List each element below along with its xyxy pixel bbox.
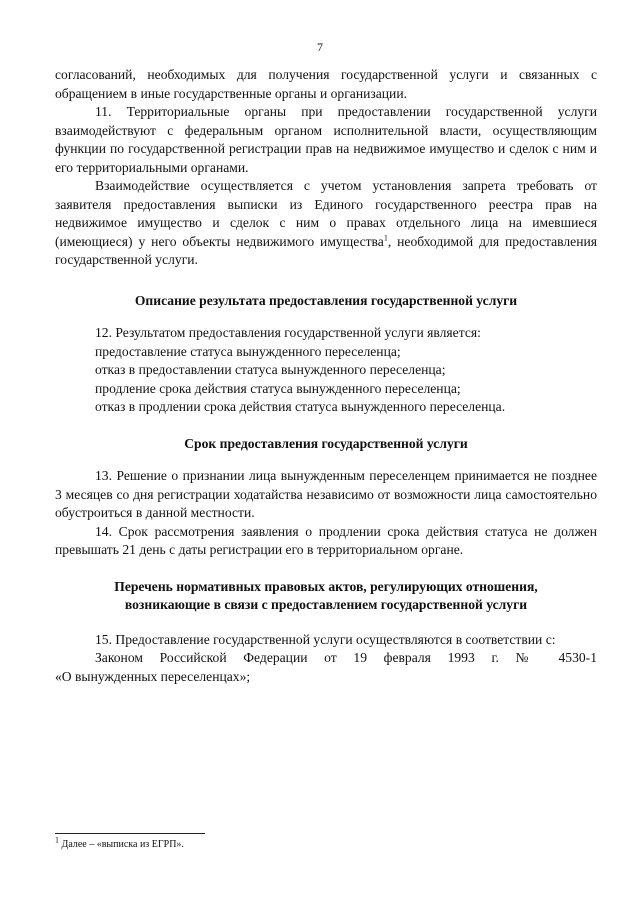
intro-continuation-paragraph: согласований, необходимых для получения государственной услуги и связанных с обращением в иные государственные органы и организации.	[55, 67, 597, 101]
interaction-text-tail: , необходимой для предоставления государственной услуги.	[55, 233, 598, 267]
heading-acts	[55, 578, 597, 615]
result-item: отказ в предоставлении статуса вынужденного переселенца;	[95, 362, 446, 377]
interaction-paragraph	[55, 177, 597, 270]
footnote	[55, 835, 184, 851]
heading-acts-line-1: Перечень нормативных правовых актов, регулирующих отношения,	[114, 578, 538, 594]
paragraph-13: 13. Решение о признании лица вынужденным переселенцем принимается не позднее 3 месяцев со дня регистрации ходатайства независимо от возможности лица самостоятельно обустроиться в данной местности.	[55, 468, 597, 520]
heading-acts-line-2: возникающие в связи с предоставлением государственной услуги	[124, 597, 528, 612]
interaction-text: Взаимодействие осуществляется с учетом установления запрета требовать от заявителя предоставления выписки из Единого государственного реестра прав на недвижимое имущество и сделок с ним о правах отдельного лица на имевшиеся (имеющиеся) у него объекты недвижимого имущества	[55, 178, 597, 249]
footnote-mark: 1	[55, 835, 59, 845]
heading-result: Описание результата предоставления государственной услуги	[134, 292, 518, 308]
paragraph-11: 11. Территориальные органы при предоставлении государственной услуги взаимодействуют с федеральным органом исполнительной власти, осуществляющим функции по государственной регистрации прав на недвижимое имущество и сделок с ним и его территориальными органами.	[55, 104, 597, 175]
law-reference-line-2: «О вынужденных переселенцах»;	[55, 668, 251, 684]
result-item: отказ в продлении срока действия статуса вынужденного переселенца.	[95, 399, 506, 414]
paragraph-14: 14. Срок рассмотрения заявления о продлении срока действия статуса не должен превышать 21 день с даты регистрации его в территориальном органе.	[55, 523, 597, 557]
heading-term: Срок предоставления государственной услуги	[184, 435, 468, 451]
result-item: предоставление статуса вынужденного переселенца;	[95, 343, 401, 359]
footnote-separator	[55, 833, 205, 834]
page-number: 7	[317, 40, 323, 54]
paragraph-15: 15. Предоставление государственной услуги осуществляются в соответствии с:	[95, 631, 556, 647]
footnote-text: Далее – «выписка из ЕГРП».	[61, 839, 184, 850]
footnote-reference: 1	[383, 232, 388, 242]
law-reference-line-1: Законом Российской Федерации от 19 февраля 1993 г. № 4530-1	[95, 650, 597, 665]
document-body	[55, 66, 597, 686]
paragraph-12-lead: 12. Результатом предоставления государственной услуги является:	[95, 325, 481, 340]
result-item: продление срока действия статуса вынужденного переселенца;	[95, 380, 461, 396]
result-list	[55, 343, 597, 417]
